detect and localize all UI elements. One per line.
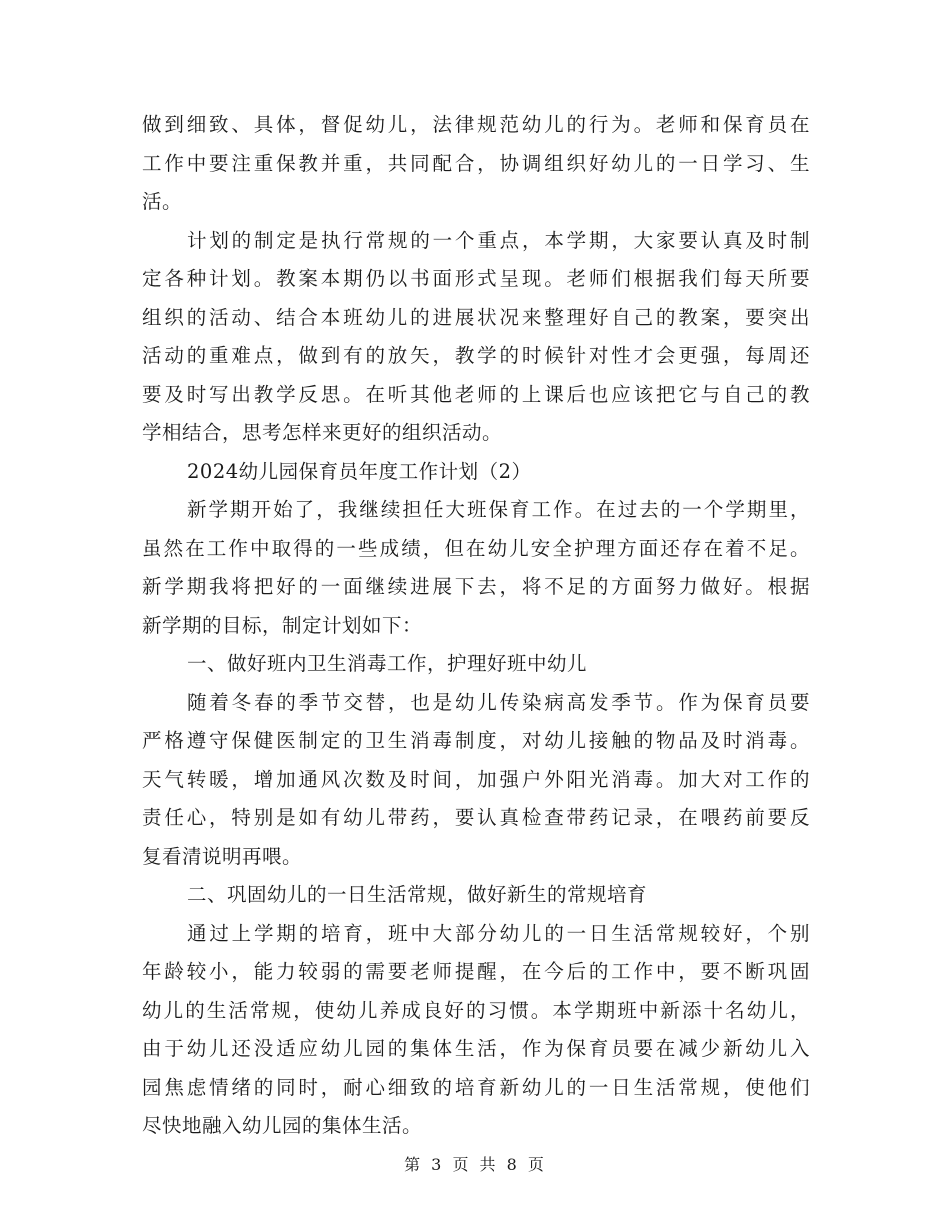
text-line: 尽快地融入幼儿园的集体生活。 (142, 1114, 423, 1137)
document-body (142, 106, 810, 1146)
text-line: 做到细致、具体，督促幼儿，法律规范幼儿的行为。老师和保育员在 (142, 113, 810, 136)
text-line: 年龄较小，能力较弱的需要老师提醒，在今后的工作中，要不断巩固 (142, 960, 810, 983)
paragraph (142, 645, 810, 684)
text-line: 责任心，特别是如有幼儿带药，要认真检查带药记录，在喂药前要反 (142, 806, 810, 829)
text-line: 定各种计划。教案本期仍以书面形式呈现。老师们根据我们每天所要 (142, 267, 810, 290)
text-line: 组织的活动、结合本班幼儿的进展状况来整理好自己的教案，要突出 (142, 305, 810, 329)
text-line: 复看清说明再喂。 (142, 844, 303, 868)
text-line: 活。 (142, 190, 183, 213)
text-line: 2024幼儿园保育员年度工作计划（2） (187, 459, 532, 483)
paragraph (142, 453, 810, 492)
text-line: 计划的制定是执行常规的一个重点，本学期，大家要认真及时制 (187, 228, 810, 252)
paragraph (142, 915, 810, 1146)
text-line: 幼儿的生活常规，使幼儿养成良好的习惯。本学期班中新添十名幼儿， (142, 998, 810, 1022)
paragraph (142, 876, 810, 915)
text-line: 通过上学期的培育，班中大部分幼儿的一日生活常规较好，个别 (187, 921, 810, 945)
text-line: 新学期我将把好的一面继续进展下去，将不足的方面努力做好。根据 (142, 575, 810, 598)
text-line: 严格遵守保健医制定的卫生消毒制度，对幼儿接触的物品及时消毒。 (142, 729, 810, 752)
paragraph (142, 222, 810, 453)
text-line: 新学期的目标，制定计划如下： (142, 613, 423, 637)
text-line: 新学期开始了，我继续担任大班保育工作。在过去的一个学期里， (187, 498, 810, 521)
text-line: 由于幼儿还没适应幼儿园的集体生活，作为保育员要在减少新幼儿入 (142, 1037, 810, 1060)
text-line: 活动的重难点，做到有的放矢，教学的时候针对性才会更强，每周还 (142, 344, 810, 367)
text-line: 虽然在工作中取得的一些成绩，但在幼儿安全护理方面还存在着不足。 (142, 536, 810, 560)
text-line: 工作中要注重保教并重，共同配合，协调组织好幼儿的一日学习、生 (142, 151, 810, 175)
page-number-footer: 第 3 页 共 8 页 (404, 1155, 546, 1174)
text-line: 学相结合，思考怎样来更好的组织活动。 (142, 421, 503, 444)
text-line: 天气转暖，增加通风次数及时间，加强户外阳光消毒。加大对工作的 (142, 767, 810, 791)
text-line: 一、做好班内卫生消毒工作，护理好班中幼儿 (187, 652, 588, 675)
text-line: 园焦虑情绪的同时，耐心细致的培育新幼儿的一日生活常规，使他们 (142, 1075, 810, 1099)
text-line: 二、巩固幼儿的一日生活常规，做好新生的常规培育 (187, 883, 648, 906)
text-line: 要及时写出教学反思。在听其他老师的上课后也应该把它与自己的教 (142, 382, 810, 406)
paragraph (142, 684, 810, 877)
paragraph (142, 106, 810, 222)
paragraph (142, 491, 810, 645)
text-line: 随着冬春的季节交替，也是幼儿传染病高发季节。作为保育员要 (187, 690, 810, 714)
